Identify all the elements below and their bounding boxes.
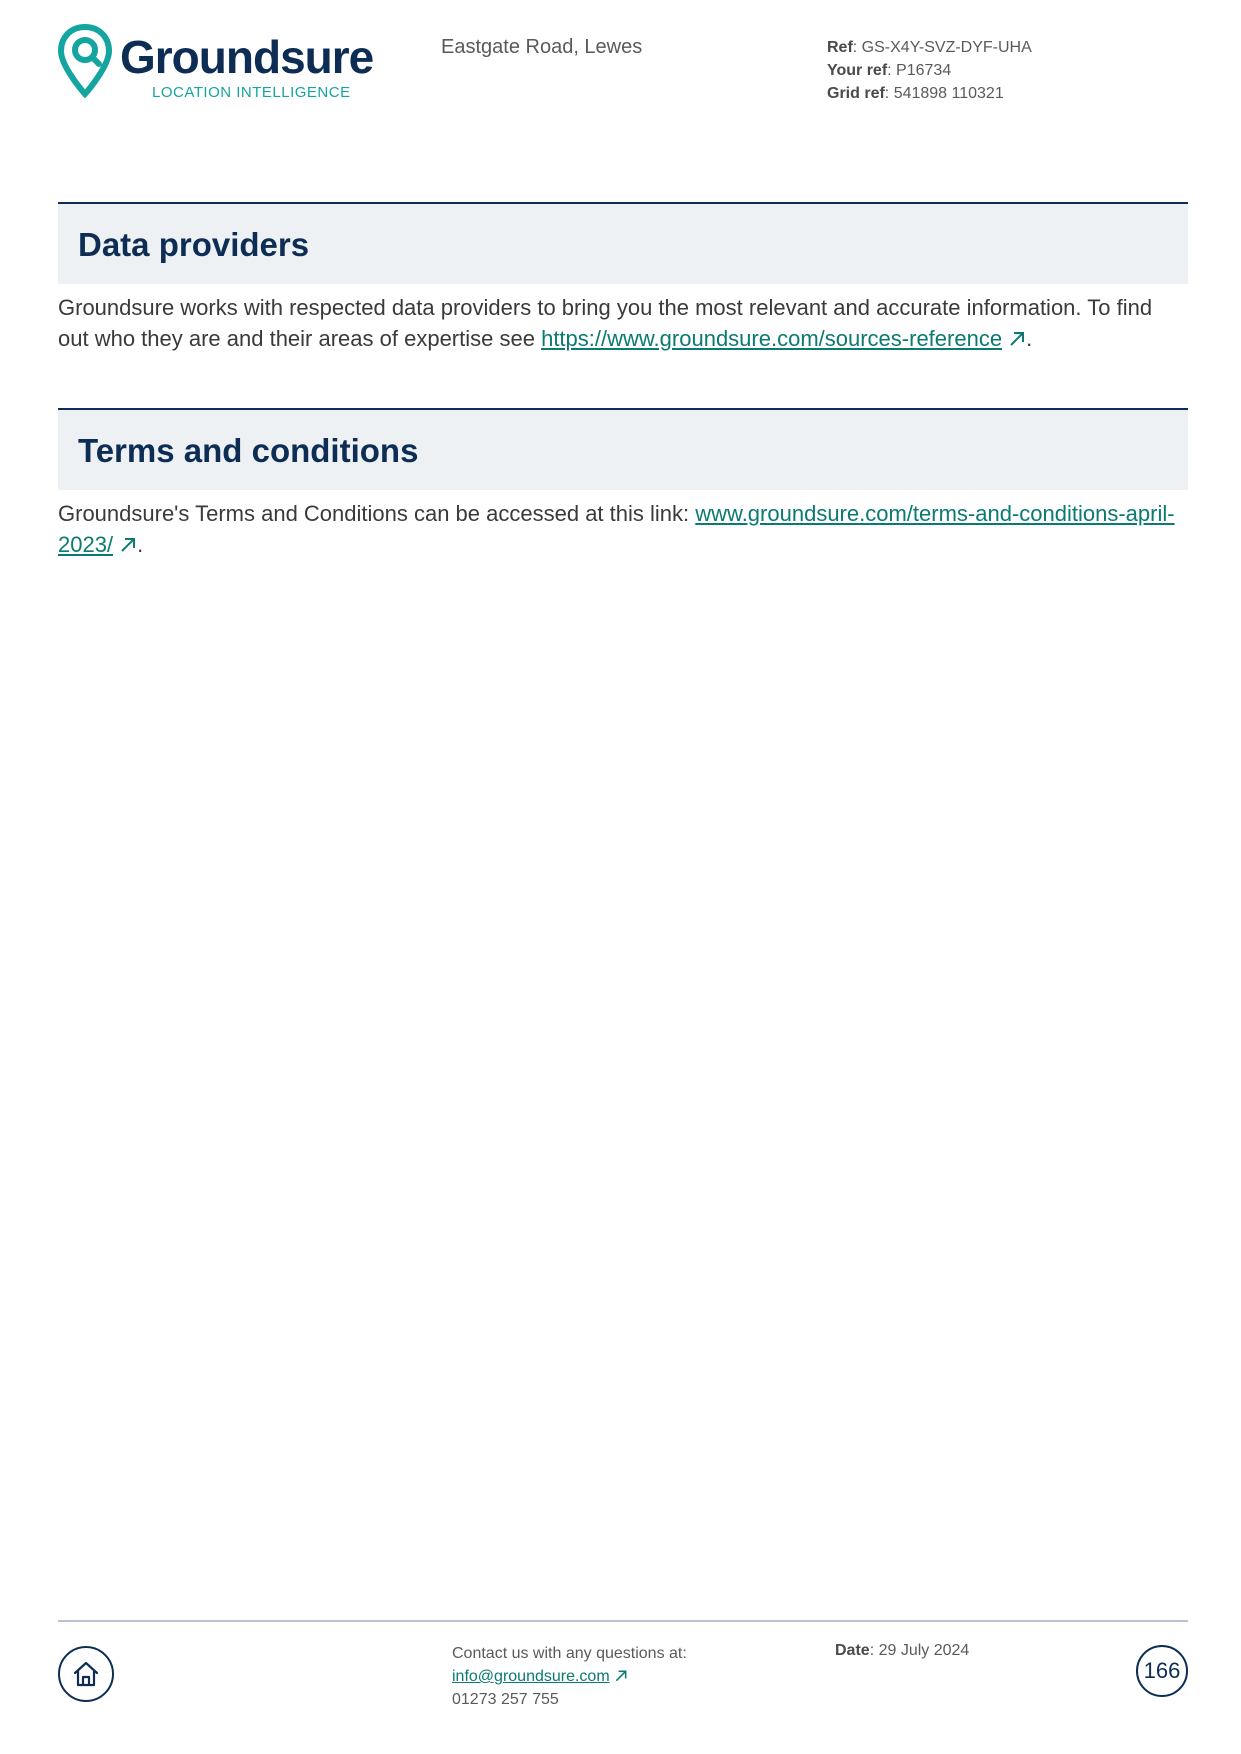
- site-address: Eastgate Road, Lewes: [441, 36, 643, 58]
- reference-block: [827, 36, 1032, 105]
- home-button[interactable]: [58, 1646, 114, 1702]
- ref-value: : GS-X4Y-SVZ-DYF-UHA: [852, 39, 1032, 56]
- your-ref-label: Your ref: [827, 62, 888, 79]
- your-ref-line: [827, 59, 1032, 82]
- grid-ref-value: : 541898 110321: [884, 85, 1004, 102]
- your-ref-value: : P16734: [887, 62, 952, 79]
- data-providers-title: Data providers: [78, 226, 310, 263]
- terms-body: Groundsure's Terms and Conditions can be accessed at this link:: [58, 501, 696, 526]
- brand-name: Groundsure: [120, 31, 374, 83]
- groundsure-logo: [58, 24, 378, 104]
- data-providers-period: .: [1026, 326, 1033, 351]
- location-pin-icon: [58, 24, 112, 98]
- grid-ref-line: [827, 82, 1032, 105]
- external-link-icon[interactable]: [1008, 330, 1026, 348]
- external-link-icon[interactable]: [614, 1669, 628, 1683]
- data-providers-header: [58, 202, 1188, 284]
- phone-number: 01273 257 755: [452, 1691, 559, 1708]
- date-label: Date: [835, 1642, 870, 1659]
- data-providers-text: [58, 292, 1188, 354]
- contact-line: Contact us with any questions at:: [452, 1645, 687, 1662]
- report-date: [835, 1642, 969, 1660]
- data-providers-body: Groundsure works with respected data providers to bring you the most relevant and accurate information. To find out who they are and their areas of expertise see: [58, 295, 1153, 351]
- ref-line: [827, 36, 1032, 59]
- terms-period: .: [137, 532, 144, 557]
- brand-tagline: LOCATION INTELLIGENCE: [152, 84, 351, 101]
- home-icon: [72, 1660, 100, 1688]
- footer-contact: [452, 1642, 687, 1711]
- page-number: 166: [1136, 1645, 1188, 1697]
- email-line: [452, 1665, 687, 1688]
- ref-label: Ref: [827, 39, 853, 56]
- terms-header: [58, 408, 1188, 490]
- external-link-icon[interactable]: [119, 536, 137, 554]
- grid-ref-label: Grid ref: [827, 85, 885, 102]
- date-value: : 29 July 2024: [869, 1642, 970, 1659]
- sources-reference-link[interactable]: https://www.groundsure.com/sources-reference: [541, 326, 1003, 351]
- terms-link[interactable]: www.groundsure.com/terms-and-conditions-april-2023/: [58, 501, 1175, 557]
- email-link[interactable]: info@groundsure.com: [452, 1668, 610, 1685]
- terms-text: [58, 498, 1188, 560]
- terms-title: Terms and conditions: [78, 432, 419, 469]
- footer-divider: [58, 1620, 1188, 1622]
